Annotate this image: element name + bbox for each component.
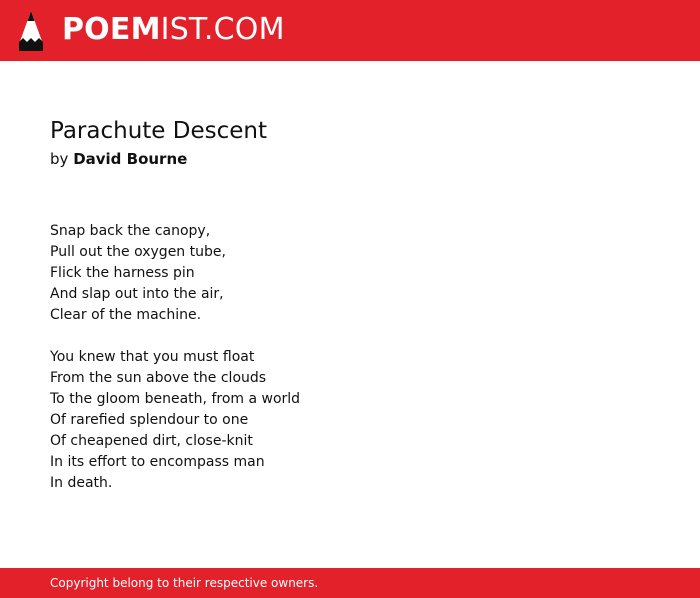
poem-line: Clear of the machine. [50, 307, 202, 323]
poem-line: From the sun above the clouds [50, 370, 267, 386]
poem-line: You knew that you must float [50, 349, 255, 365]
site-header [0, 0, 700, 61]
poem-line: Snap back the canopy, [50, 223, 211, 239]
poem-line: Pull out the oxygen tube, [50, 244, 226, 260]
brand-bold-text: POEM [62, 12, 161, 47]
copyright-text: Copyright belong to their respective owners. [50, 576, 319, 590]
poem-line: In its effort to encompass man [50, 454, 265, 470]
poem-line: In death. [50, 475, 113, 491]
stanza [50, 221, 650, 326]
poem-body [50, 221, 650, 494]
site-footer [0, 568, 700, 598]
poem-content [50, 114, 650, 515]
poem-title: Parachute Descent [50, 118, 267, 144]
poem-author: David Bourne [73, 150, 188, 168]
poem-line: And slap out into the air, [50, 286, 224, 302]
poem-line: Of cheapened dirt, close-knit [50, 433, 253, 449]
poem-byline [50, 148, 650, 170]
pencil-icon[interactable] [18, 10, 44, 52]
site-brand-link[interactable] [62, 12, 285, 48]
poem-line: Flick the harness pin [50, 265, 195, 281]
poem-line: To the gloom beneath, from a world [50, 391, 301, 407]
stanza [50, 347, 650, 494]
poem-line: Of rarefied splendour to one [50, 412, 249, 428]
brand-light-text: IST.COM [160, 12, 285, 47]
by-label: by [50, 150, 69, 168]
